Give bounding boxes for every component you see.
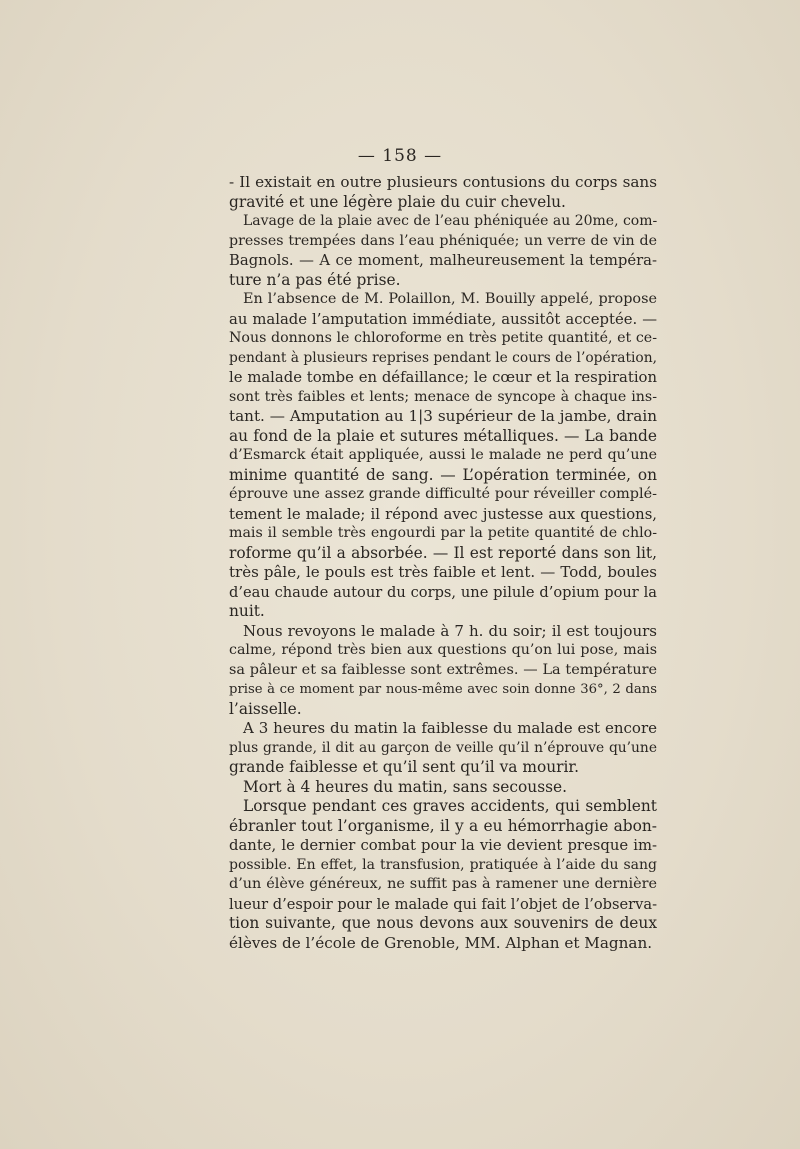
- text-line: d’eau chaude autour du corps, une pilule d’opium pour la: [229, 583, 657, 601]
- text-line: En l’absence de M. Polaillon, M. Bouilly appelé, propose: [243, 291, 657, 307]
- text-line: Bagnols. — A ce moment, malheureusement la tempéra-: [229, 252, 657, 269]
- text-line: A 3 heures du matin la faiblesse du malade est encore: [243, 719, 657, 737]
- text-line: presses trempées dans l’eau phéniquée; un verre de vin de: [229, 232, 657, 249]
- text-line: Nous revoyons le malade à 7 h. du soir; il est toujours: [243, 621, 657, 640]
- text-line: très pâle, le pouls est très faible et lent. — Todd, boules: [229, 563, 657, 581]
- body-text: [229, 173, 657, 953]
- text-line: le malade tombe en défaillance; le cœur et la respiration: [229, 369, 657, 386]
- text-line: - Il existait en outre plusieurs contusions du corps sans: [229, 173, 657, 191]
- text-line: possible. En effet, la transfusion, pratiquée à l’aide du sang: [229, 856, 657, 873]
- text-line: mais il semble très engourdi par la petite quantité de chlo-: [229, 525, 657, 541]
- text-line: tement le malade; il répond avec justesse aux questions,: [229, 505, 657, 523]
- text-line: minime quantité de sang. — L’opération terminée, on: [229, 465, 657, 484]
- text-line: ébranler tout l’organisme, il y a eu hémorrhagie abon-: [229, 816, 657, 835]
- text-line: dante, le dernier combat pour la vie devient presque im-: [229, 837, 657, 854]
- text-line: lueur d’espoir pour le malade qui fait l’objet de l’observa-: [229, 895, 657, 913]
- text-line: tant. — Amputation au 1|3 supérieur de la jambe, drain: [229, 407, 657, 425]
- text-line: ture n’a pas été prise.: [229, 270, 401, 289]
- text-line: tion suivante, que nous devons aux souvenirs de deux: [229, 914, 657, 932]
- text-line: au malade l’amputation immédiate, aussitôt acceptée. —: [229, 310, 657, 328]
- text-line: élèves de l’école de Grenoble, MM. Alphan et Magnan.: [229, 933, 653, 952]
- text-line: Lavage de la plaie avec de l’eau phéniquée au 20me, com-: [243, 213, 658, 229]
- text-line: au fond de la plaie et sutures métalliques. — La bande: [229, 426, 657, 445]
- text-line: Lorsque pendant ces graves accidents, qui semblent: [243, 797, 657, 815]
- text-line: sont très faibles et lents; menace de syncope à chaque ins-: [229, 388, 657, 405]
- text-line: d’un élève généreux, ne suffit pas à ramener une dernière: [229, 876, 657, 892]
- page-number: — 158 —: [357, 146, 443, 166]
- text-line: Mort à 4 heures du matin, sans secousse.: [243, 777, 568, 796]
- text-line: d’Esmarck était appliquée, aussi le malade ne perd qu’une: [229, 447, 657, 463]
- text-line: Nous donnons le chloroforme en très petite quantité, et ce-: [229, 330, 657, 346]
- text-line: plus grande, il dit au garçon de veille qu’il n’éprouve qu’une: [229, 739, 657, 756]
- text-line: roforme qu’il a absorbée. — Il est reporté dans son lit,: [229, 543, 657, 562]
- text-line: l’aisselle.: [229, 699, 302, 718]
- text-line: calme, répond très bien aux questions qu’on lui pose, mais: [229, 642, 657, 658]
- text-line: prise à ce moment par nous-même avec soin donne 36°, 2 dans: [229, 682, 657, 697]
- text-line: grande faiblesse et qu’il sent qu’il va mourir.: [229, 758, 579, 776]
- text-line: sa pâleur et sa faiblesse sont extrêmes. — La température: [229, 661, 657, 678]
- text-line: gravité et une légère plaie du cuir chevelu.: [229, 192, 566, 211]
- text-line: pendant à plusieurs reprises pendant le cours de l’opération,: [229, 349, 657, 366]
- text-line: nuit.: [229, 602, 265, 620]
- text-line: éprouve une assez grande difficulté pour réveiller complé-: [229, 486, 657, 502]
